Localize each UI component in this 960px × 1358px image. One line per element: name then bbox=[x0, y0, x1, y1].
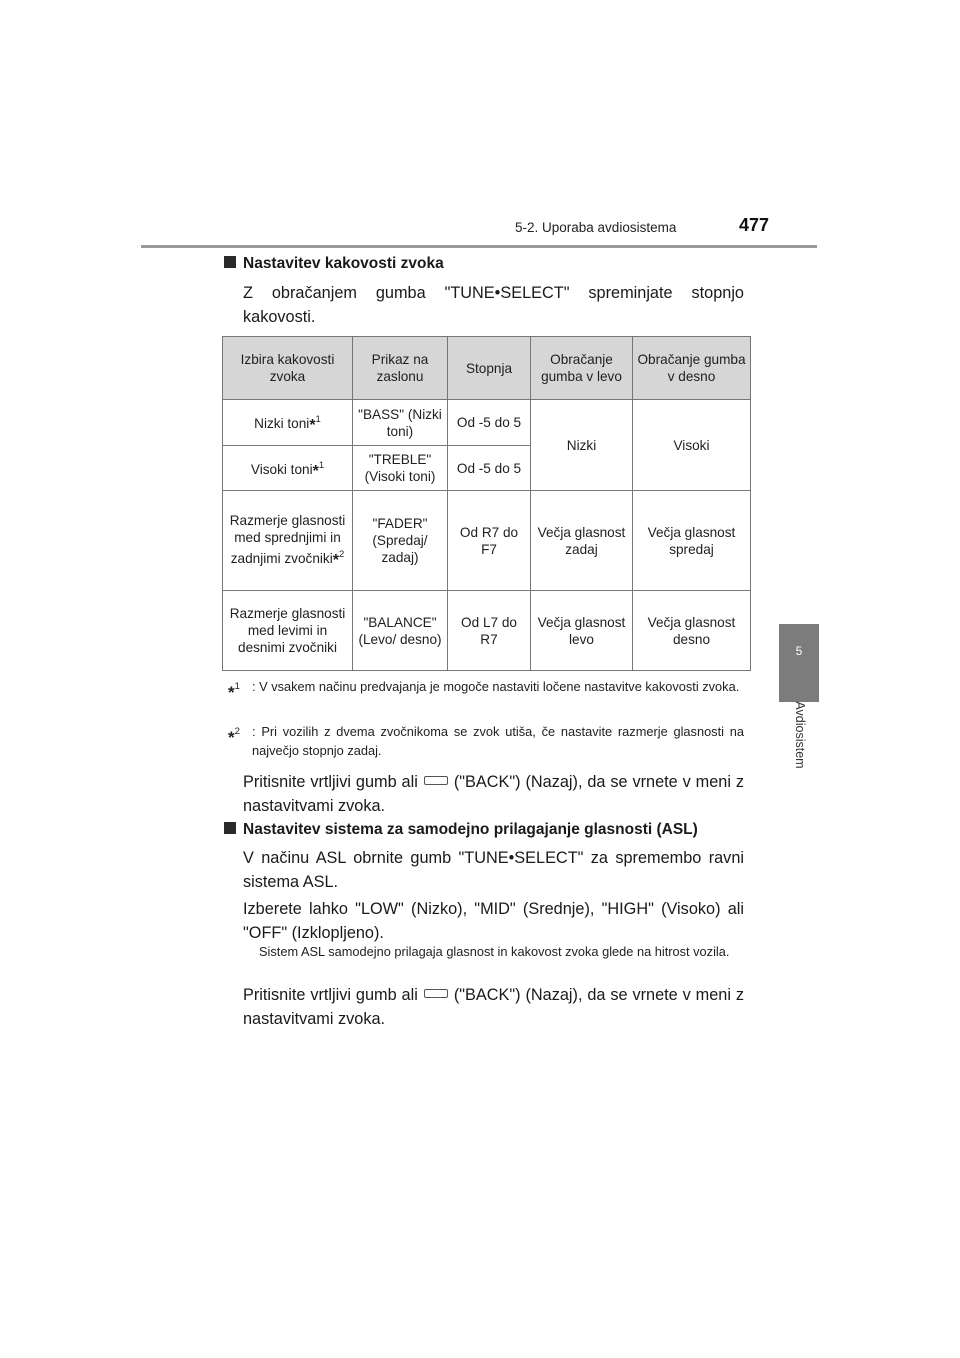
section-heading-text: Nastavitev kakovosti zvoka bbox=[243, 255, 444, 272]
footnote-marker: *$^1$ bbox=[228, 681, 240, 702]
footnote bbox=[228, 722, 744, 760]
back-instruction: Pritisnite vrtljivi gumb ali ("BACK") (Nazaj), da se vrnete v meni z nastavitvami zvoka. bbox=[243, 986, 744, 1028]
footnote-text: : V vsakem načinu predvajanja je mogoče nastaviti ločene nastavitve kakovosti zvoka. bbox=[252, 679, 740, 694]
section-heading-text: Nastavitev sistema za samodejno prilagajanje glasnosti (ASL) bbox=[243, 821, 698, 838]
table-cell-display: "BASS" (Nizki toni) bbox=[353, 400, 448, 446]
table-row bbox=[223, 400, 751, 446]
back-instruction: Pritisnite vrtljivi gumb ali ("BACK") (Nazaj), da se vrnete v meni z nastavitvami zvoka. bbox=[243, 773, 744, 815]
asterisk-icon: * bbox=[312, 462, 319, 480]
chapter-side-label bbox=[794, 690, 806, 780]
table-header-row bbox=[223, 337, 751, 400]
table-cell-level: Od R7 do F7 bbox=[448, 491, 531, 591]
footnote-text: : Pri vozilih z dvema zvočnikoma se zvok utiša, če nastavite razmerje glasnosti na največjo stopnjo zadaj. bbox=[252, 724, 744, 758]
back-button-icon bbox=[424, 989, 448, 998]
running-header-section: 5-2. Uporaba avdiosistema bbox=[515, 220, 677, 235]
asterisk-icon: * bbox=[228, 728, 235, 747]
asterisk-icon: * bbox=[228, 683, 235, 702]
table-cell-display: "FADER" (Spredaj/ zadaj) bbox=[353, 491, 448, 591]
table-header-cell: Izbira kakovosti zvoka bbox=[223, 337, 353, 400]
table-row bbox=[223, 591, 751, 671]
asl-paragraph-1: V načinu ASL obrnite gumb "TUNE•SELECT" za spremembo ravni sistema ASL. bbox=[243, 849, 744, 891]
footnote bbox=[228, 677, 744, 702]
section-heading-asl bbox=[224, 821, 698, 839]
filled-square-icon bbox=[224, 822, 236, 834]
table-cell-level: Od -5 do 5 bbox=[448, 400, 531, 446]
table-header-cell: Obračanje gumba v desno bbox=[633, 337, 751, 400]
table-cell-turn-right: Večja glasnost spredaj bbox=[633, 491, 751, 591]
asterisk-icon: * bbox=[309, 417, 316, 434]
asl-note: Sistem ASL samodejno prilagaja glasnost in kakovost zvoka glede na hitrost vozila. bbox=[259, 944, 730, 959]
sound-quality-table bbox=[222, 336, 751, 671]
chapter-side-label-text: Avdiosistem bbox=[793, 701, 807, 769]
footnote-marker: *$^2$ bbox=[228, 726, 240, 747]
table-cell-mode: Visoki toni*$^1$ bbox=[223, 446, 353, 491]
section-heading-sound-quality bbox=[224, 255, 444, 273]
table-cell-level: Od -5 do 5 bbox=[448, 446, 531, 491]
asl-paragraph-2: Izberete lahko "LOW" (Nizko), "MID" (Srednje), "HIGH" (Visoko) ali "OFF" (Izklopljeno). bbox=[243, 900, 744, 942]
table-cell-turn-left: Večja glasnost zadaj bbox=[531, 491, 633, 591]
sound-quality-intro: Z obračanjem gumba "TUNE•SELECT" spreminjate stopnjo kakovosti. bbox=[243, 284, 744, 326]
table-cell-mode: Nizki toni*$^1$ bbox=[223, 400, 353, 446]
back-button-icon bbox=[424, 776, 448, 785]
chapter-tab-number: 5 bbox=[795, 644, 803, 658]
table-cell-turn-right: Večja glasnost desno bbox=[633, 591, 751, 671]
header-divider bbox=[141, 245, 817, 248]
asterisk-icon: * bbox=[332, 552, 339, 569]
table-cell-display: "TREBLE" (Visoki toni) bbox=[353, 446, 448, 491]
footnote-mark: 1 bbox=[318, 459, 325, 471]
table-cell-turn-right: Visoki bbox=[633, 400, 751, 491]
table-cell-turn-left: Nizki bbox=[531, 400, 633, 491]
table-cell-turn-left: Večja glasnost levo bbox=[531, 591, 633, 671]
table-cell-level: Od L7 do R7 bbox=[448, 591, 531, 671]
table-header-cell: Stopnja bbox=[448, 337, 531, 400]
filled-square-icon bbox=[224, 256, 236, 268]
table-header-cell: Prikaz na zaslonu bbox=[353, 337, 448, 400]
table-cell-mode: Razmerje glasnosti med sprednjimi in zadnjimi zvočniki*$^2$ bbox=[223, 491, 353, 591]
footnote-mark: 1 bbox=[315, 414, 321, 425]
table-cell-mode: Razmerje glasnosti med levimi in desnimi zvočniki bbox=[223, 591, 353, 671]
table-cell-display: "BALANCE" (Levo/ desno) bbox=[353, 591, 448, 671]
table-row bbox=[223, 491, 751, 591]
footnote-mark: 2 bbox=[338, 549, 345, 560]
page-number: 477 bbox=[739, 215, 770, 235]
table-header-cell: Obračanje gumba v levo bbox=[531, 337, 633, 400]
